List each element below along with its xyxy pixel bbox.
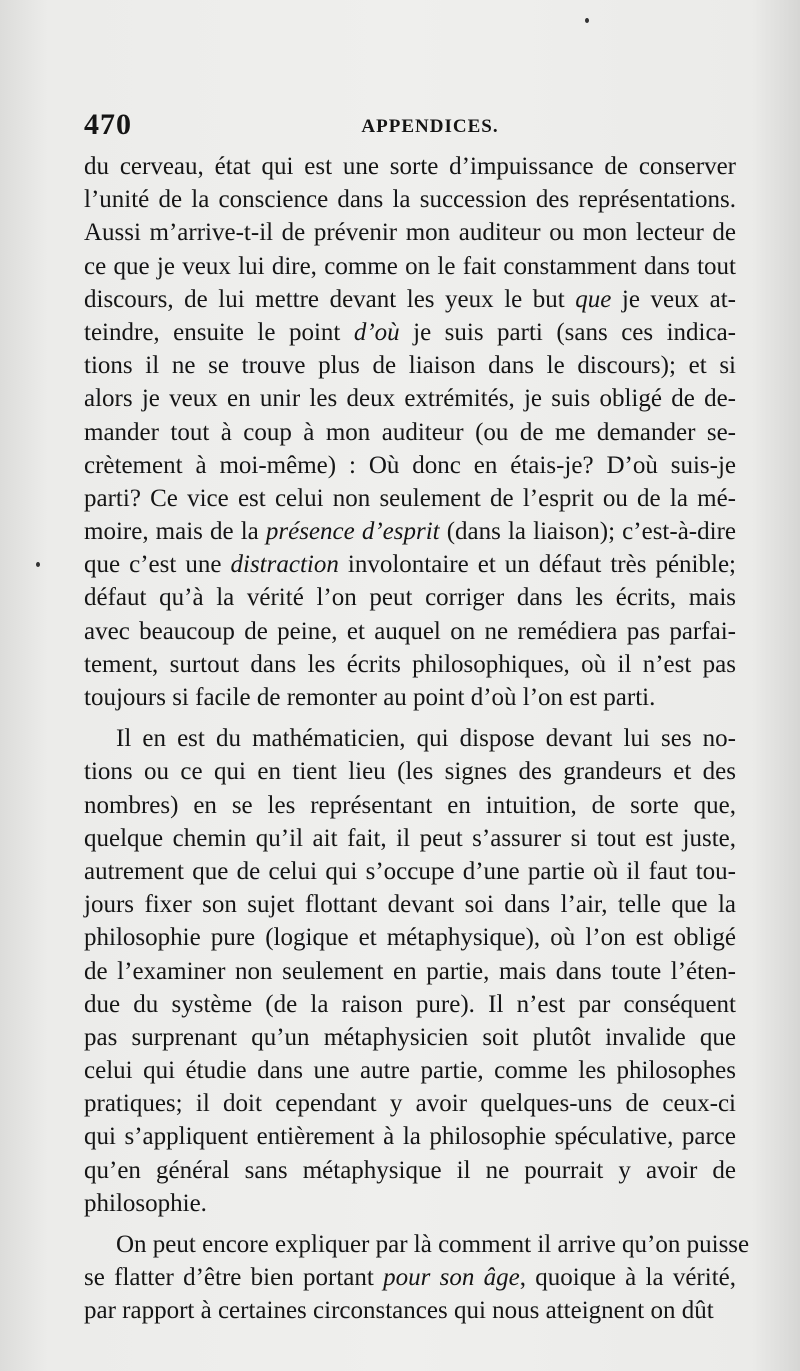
text-run: moire, mais de la [84, 518, 266, 546]
body-text [84, 150, 750, 1328]
text-run: défaut qu’à la vérité l’on peut corriger dans les écrits, mais [84, 584, 736, 612]
text-run: de l’examiner non seulement en partie, mais dans toute l’éten- [84, 957, 736, 985]
text-line [84, 955, 736, 988]
italic-run: distraction [230, 551, 339, 579]
text-line [84, 183, 736, 216]
text-line [84, 1228, 750, 1261]
text-run: par rapport à certaines circonstances qui nous atteignent on dût [84, 1297, 714, 1325]
text-run: Il en est du mathématicien, qui dispose devant lui ses no- [116, 725, 736, 753]
text-line [84, 855, 736, 888]
text-run: que c’est une [84, 551, 231, 579]
text-run: parti? Ce vice est celui non seulement de l’esprit ou de la mé- [84, 484, 736, 512]
text-line [84, 1261, 736, 1294]
text-line [84, 150, 736, 183]
text-line [84, 921, 736, 954]
text-line [84, 648, 736, 681]
text-run: mander tout à coup à mon auditeur (ou de me demander se- [84, 418, 736, 446]
text-line [84, 515, 736, 548]
text-run: crètement à moi-même) : Où donc en étais-je? D’où suis-je [84, 451, 736, 479]
text-run: se flatter d’être bien portant [84, 1264, 384, 1292]
text-run: nombres) en se les représentant en intuition, de sorte que, [84, 791, 736, 819]
text-run: (dans la liaison); c’est-à-dire [439, 518, 736, 546]
text-run: philosophie. [84, 1189, 207, 1217]
text-run: teindre, ensuite le point [84, 318, 354, 346]
text-run: due du système (de la raison pure). Il n’est par conséquent [84, 990, 736, 1018]
paragraph [84, 150, 736, 714]
text-run: avec beaucoup de peine, et auquel on ne remédiera pas parfai- [84, 617, 736, 645]
italic-run: présence d’esprit [265, 518, 440, 546]
italic-run: d’où [353, 318, 400, 346]
paragraph-gap [84, 1220, 736, 1228]
text-run: qui s’appliquent entièrement à la philosophie spéculative, parce [84, 1123, 736, 1151]
text-run: discours, de lui mettre devant les yeux le but [84, 285, 576, 313]
text-line [84, 681, 736, 714]
text-run: toujours si facile de remonter au point d’où l’on est parti. [84, 684, 656, 711]
text-line [84, 382, 736, 415]
text-line [84, 888, 736, 921]
text-line [84, 1120, 736, 1153]
text-line [84, 581, 736, 614]
text-run: Aussi m’arrive-t-il de prévenir mon auditeur ou mon lecteur de [84, 219, 736, 247]
text-line [84, 1294, 736, 1327]
italic-run: que [575, 285, 612, 313]
page-number: 470 [84, 108, 132, 141]
text-run: jours fixer son sujet flottant devant soi dans l’air, telle que la [84, 891, 736, 919]
text-run: involontaire et un défaut très pénible; [338, 551, 736, 579]
text-line [84, 789, 736, 822]
text-run: philosophie pure (logique et métaphysique), où l’on est obligé [84, 924, 736, 952]
text-line [84, 722, 736, 755]
text-run: celui qui étudie dans une autre partie, comme les philosophes [84, 1057, 736, 1085]
text-line [84, 216, 736, 249]
text-line [84, 988, 736, 1021]
text-run: , quoique à la vérité, [519, 1264, 736, 1292]
text-line [84, 283, 736, 316]
text-line [84, 822, 736, 855]
text-run: du cerveau, état qui est une sorte d’impuissance de conserver [84, 153, 736, 180]
text-run: autrement que de celui qui s’occupe d’une partie où il faut tou- [84, 857, 736, 885]
text-run: je veux at- [611, 285, 736, 313]
text-run: quelque chemin qu’il ait fait, il peut s’assurer si tout est juste, [84, 824, 736, 852]
text-line [84, 1187, 736, 1220]
italic-run: pour son âge [383, 1264, 520, 1292]
text-line [84, 1087, 736, 1120]
running-head: APPENDICES. [361, 116, 499, 137]
text-run: ce que je veux lui dire, comme on le fait constamment dans tout [84, 252, 736, 280]
text-run: On peut encore expliquer par là comment il arrive qu’on puisse [116, 1231, 750, 1258]
text-run: pratiques; il doit cependant y avoir quelques-uns de ceux-ci [84, 1090, 736, 1118]
text-line [84, 416, 736, 449]
text-line [84, 548, 736, 581]
paragraph [84, 1228, 750, 1328]
print-speck [36, 562, 40, 567]
text-line [84, 755, 736, 788]
text-line [84, 1021, 736, 1054]
text-run: pas surprenant qu’un métaphysicien soit plutôt invalide que [84, 1023, 736, 1051]
text-line [84, 349, 736, 382]
paragraph [84, 722, 736, 1220]
text-run: je suis parti (sans ces indica- [399, 318, 737, 346]
text-run: alors je veux en unir les deux extrémités, je suis obligé de de- [84, 385, 736, 413]
text-line [84, 250, 736, 283]
text-run: tions ou ce qui en tient lieu (les signes des grandeurs et des [84, 758, 736, 786]
text-line [84, 316, 736, 349]
text-line [84, 1154, 736, 1187]
text-line [84, 449, 736, 482]
page-header [84, 108, 736, 148]
text-run: tions il ne se trouve plus de liaison dans le discours); et si [84, 352, 736, 380]
text-line [84, 615, 736, 648]
text-line [84, 1054, 736, 1087]
text-run: tement, surtout dans les écrits philosophiques, où il n’est pas [84, 650, 736, 678]
text-line [84, 482, 736, 515]
text-run: l’unité de la conscience dans la succession des représentations. [84, 186, 736, 214]
print-speck [585, 18, 589, 23]
paragraph-gap [84, 714, 736, 722]
text-run: qu’en général sans métaphysique il ne pourrait y avoir de [84, 1156, 736, 1184]
